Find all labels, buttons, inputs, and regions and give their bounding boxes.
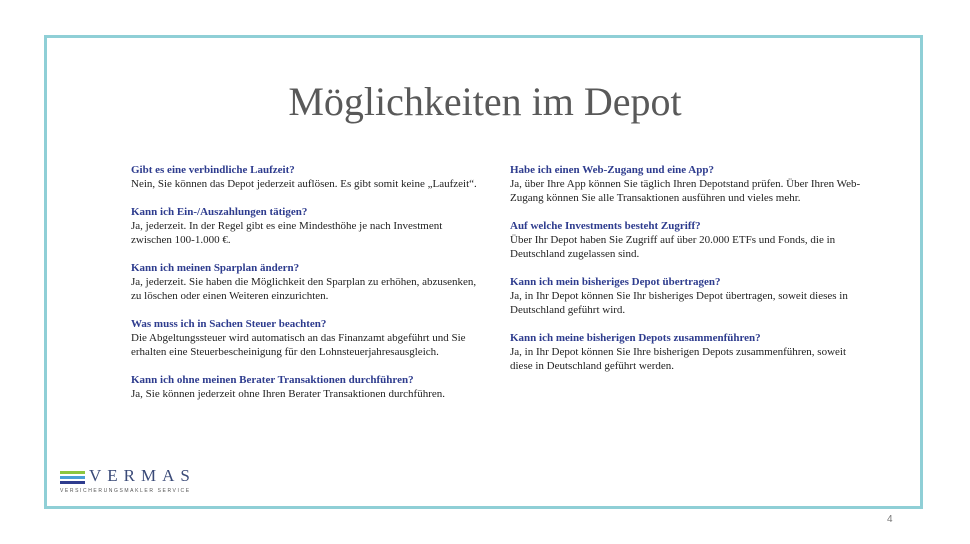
faq-answer: Ja, jederzeit. In der Regel gibt es eine Mindesthöhe je nach Investment zwischen 100-1.000 €. <box>131 220 443 246</box>
faq-answer: Ja, Sie können jederzeit ohne Ihren Berater Transaktionen durchführen. <box>131 388 446 400</box>
faq-item <box>510 275 870 317</box>
faq-question: Gibt es eine verbindliche Laufzeit? <box>131 164 295 176</box>
faq-item <box>131 163 481 191</box>
faq-item <box>131 373 481 401</box>
faq-answer: Ja, jederzeit. Sie haben die Möglichkeit den Sparplan zu erhöhen, abzusenken, zu löschen oder einen Weiteren einzurichten. <box>131 276 477 302</box>
faq-answer: Ja, in Ihr Depot können Sie Ihr bisheriges Depot übertragen, soweit dieses in Deutschland geführt wird. <box>510 290 848 316</box>
faq-item <box>131 205 481 247</box>
page-title: Möglichkeiten im Depot <box>288 79 682 124</box>
faq-question: Kann ich meinen Sparplan ändern? <box>131 262 300 274</box>
faq-question: Kann ich meine bisherigen Depots zusammenführen? <box>510 332 761 344</box>
logo-stripe-blue <box>60 476 85 479</box>
faq-answer: Ja, über Ihre App können Sie täglich Ihren Depotstand prüfen. Über Ihren Web-Zugang können Sie alle Transaktionen ausführen und vieles mehr. <box>510 178 861 204</box>
logo-stripe-green <box>60 471 85 474</box>
faq-question: Kann ich mein bisheriges Depot übertragen? <box>510 276 721 288</box>
faq-answer: Ja, in Ihr Depot können Sie Ihre bisherigen Depots zusammenführen, soweit diese in Deutschland geführt werden. <box>510 346 847 372</box>
faq-item <box>131 317 481 359</box>
logo-tagline: VERSICHERUNGSMAKLER SERVICE <box>60 488 191 494</box>
faq-answer: Die Abgeltungssteuer wird automatisch an das Finanzamt abgeführt und Sie erhalten eine Steuerbescheinigung für den Lohnsteuerjahresausgleich. <box>131 332 466 358</box>
faq-answer: Über Ihr Depot haben Sie Zugriff auf über 20.000 ETFs und Fonds, die in Deutschland zugelassen sind. <box>510 234 836 260</box>
faq-left-column <box>131 163 481 415</box>
logo-stripe-navy <box>60 481 85 484</box>
faq-item <box>510 163 870 205</box>
faq-right-column <box>510 163 870 387</box>
page-number: 4 <box>887 514 893 525</box>
faq-question: Auf welche Investments besteht Zugriff? <box>510 220 701 232</box>
logo-name: VERMAS <box>89 466 196 485</box>
faq-item <box>510 219 870 261</box>
faq-answer: Nein, Sie können das Depot jederzeit auflösen. Es gibt somit keine „Laufzeit“. <box>131 178 477 190</box>
faq-question: Kann ich Ein-/Auszahlungen tätigen? <box>131 206 308 218</box>
faq-question: Habe ich einen Web-Zugang und eine App? <box>510 164 714 176</box>
faq-question: Kann ich ohne meinen Berater Transaktionen durchführen? <box>131 374 414 386</box>
faq-item <box>131 261 481 303</box>
faq-question: Was muss ich in Sachen Steuer beachten? <box>131 318 327 330</box>
logo-stripes-icon <box>60 471 85 486</box>
faq-item <box>510 331 870 373</box>
